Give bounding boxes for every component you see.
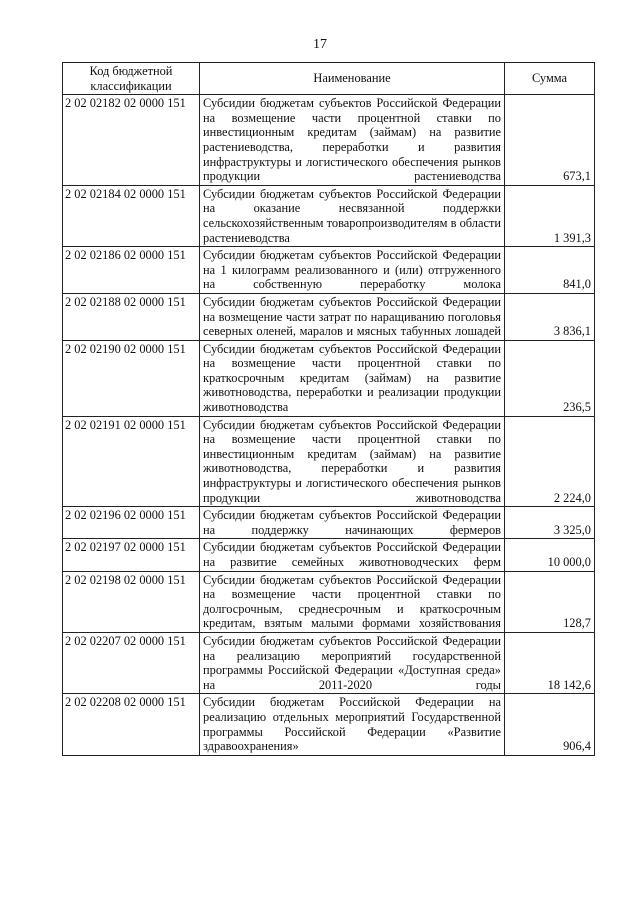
table-row xyxy=(63,507,595,539)
row-name: Субсидии бюджетам субъектов Российской Федерации на поддержку начинающих фермеров xyxy=(200,507,505,539)
row-name: Субсидии бюджетам субъектов Российской Федерации на возмещение части процентной ставки по долгосрочным, среднесрочным и краткосрочным кредитам, взятым малыми формами хозяйствования xyxy=(200,571,505,632)
table-header-row xyxy=(63,63,595,95)
row-code: 2 02 02182 02 0000 151 xyxy=(63,95,200,186)
row-amount: 1 391,3 xyxy=(505,185,595,246)
row-name: Субсидии бюджетам субъектов Российской Федерации на реализацию мероприятий государственной программы Российской Федерации «Доступная среда» на 2011-2020 годы xyxy=(200,632,505,693)
table-row xyxy=(63,416,595,507)
table-row xyxy=(63,185,595,246)
row-amount: 3 325,0 xyxy=(505,507,595,539)
row-code: 2 02 02186 02 0000 151 xyxy=(63,247,200,294)
header-name: Наименование xyxy=(200,63,505,95)
row-code: 2 02 02191 02 0000 151 xyxy=(63,416,200,507)
budget-table xyxy=(62,62,595,756)
row-name: Субсидии бюджетам субъектов Российской Федерации на оказание несвязанной поддержки сельскохозяйственным товаропроизводителям в области растениеводства xyxy=(200,185,505,246)
row-code: 2 02 02207 02 0000 151 xyxy=(63,632,200,693)
row-name: Субсидии бюджетам субъектов Российской Федерации на возмещение части процентной ставки по инвестиционным кредитам (займам) на развитие животноводства, переработки и развития инфраструктуры и логистического обеспечения рынков продукции животноводства xyxy=(200,416,505,507)
row-amount: 18 142,6 xyxy=(505,632,595,693)
row-name: Субсидии бюджетам Российской Федерации на реализацию отдельных мероприятий Государственной программы Российской Федерации «Развитие здравоохранения» xyxy=(200,694,505,755)
row-amount: 236,5 xyxy=(505,340,595,416)
row-amount: 906,4 xyxy=(505,694,595,755)
row-code: 2 02 02197 02 0000 151 xyxy=(63,539,200,571)
table-row xyxy=(63,539,595,571)
header-amount: Сумма xyxy=(505,63,595,95)
table-row xyxy=(63,247,595,294)
row-name: Субсидии бюджетам субъектов Российской Федерации на 1 килограмм реализованного и (или) отгруженного на собственную переработку молока xyxy=(200,247,505,294)
table-row xyxy=(63,632,595,693)
row-amount: 841,0 xyxy=(505,247,595,294)
table-row xyxy=(63,95,595,186)
table-row xyxy=(63,340,595,416)
row-amount: 3 836,1 xyxy=(505,293,595,340)
row-code: 2 02 02198 02 0000 151 xyxy=(63,571,200,632)
row-code: 2 02 02188 02 0000 151 xyxy=(63,293,200,340)
table-row xyxy=(63,293,595,340)
row-name: Субсидии бюджетам субъектов Российской Федерации на возмещение части процентной ставки по инвестиционным кредитам (займам) на развитие растениеводства, переработки и развития инфраструктуры и логистического обеспечения рынков продукции растениеводства xyxy=(200,95,505,186)
row-name: Субсидии бюджетам субъектов Российской Федерации на развитие семейных животноводческих ферм xyxy=(200,539,505,571)
row-code: 2 02 02190 02 0000 151 xyxy=(63,340,200,416)
row-amount: 673,1 xyxy=(505,95,595,186)
row-amount: 128,7 xyxy=(505,571,595,632)
header-code: Код бюджетной классификации xyxy=(63,63,200,95)
row-code: 2 02 02208 02 0000 151 xyxy=(63,694,200,755)
page-number: 17 xyxy=(313,37,327,52)
row-amount: 10 000,0 xyxy=(505,539,595,571)
row-name: Субсидии бюджетам субъектов Российской Федерации на возмещение части процентной ставки по краткосрочным кредитам (займам) на развитие животноводства, переработки и реализации продукции животноводства xyxy=(200,340,505,416)
table-row xyxy=(63,571,595,632)
row-code: 2 02 02184 02 0000 151 xyxy=(63,185,200,246)
row-name: Субсидии бюджетам субъектов Российской Федерации на возмещение части затрат по наращиванию поголовья северных оленей, маралов и мясных табунных лошадей xyxy=(200,293,505,340)
row-code: 2 02 02196 02 0000 151 xyxy=(63,507,200,539)
table-row xyxy=(63,694,595,755)
row-amount: 2 224,0 xyxy=(505,416,595,507)
